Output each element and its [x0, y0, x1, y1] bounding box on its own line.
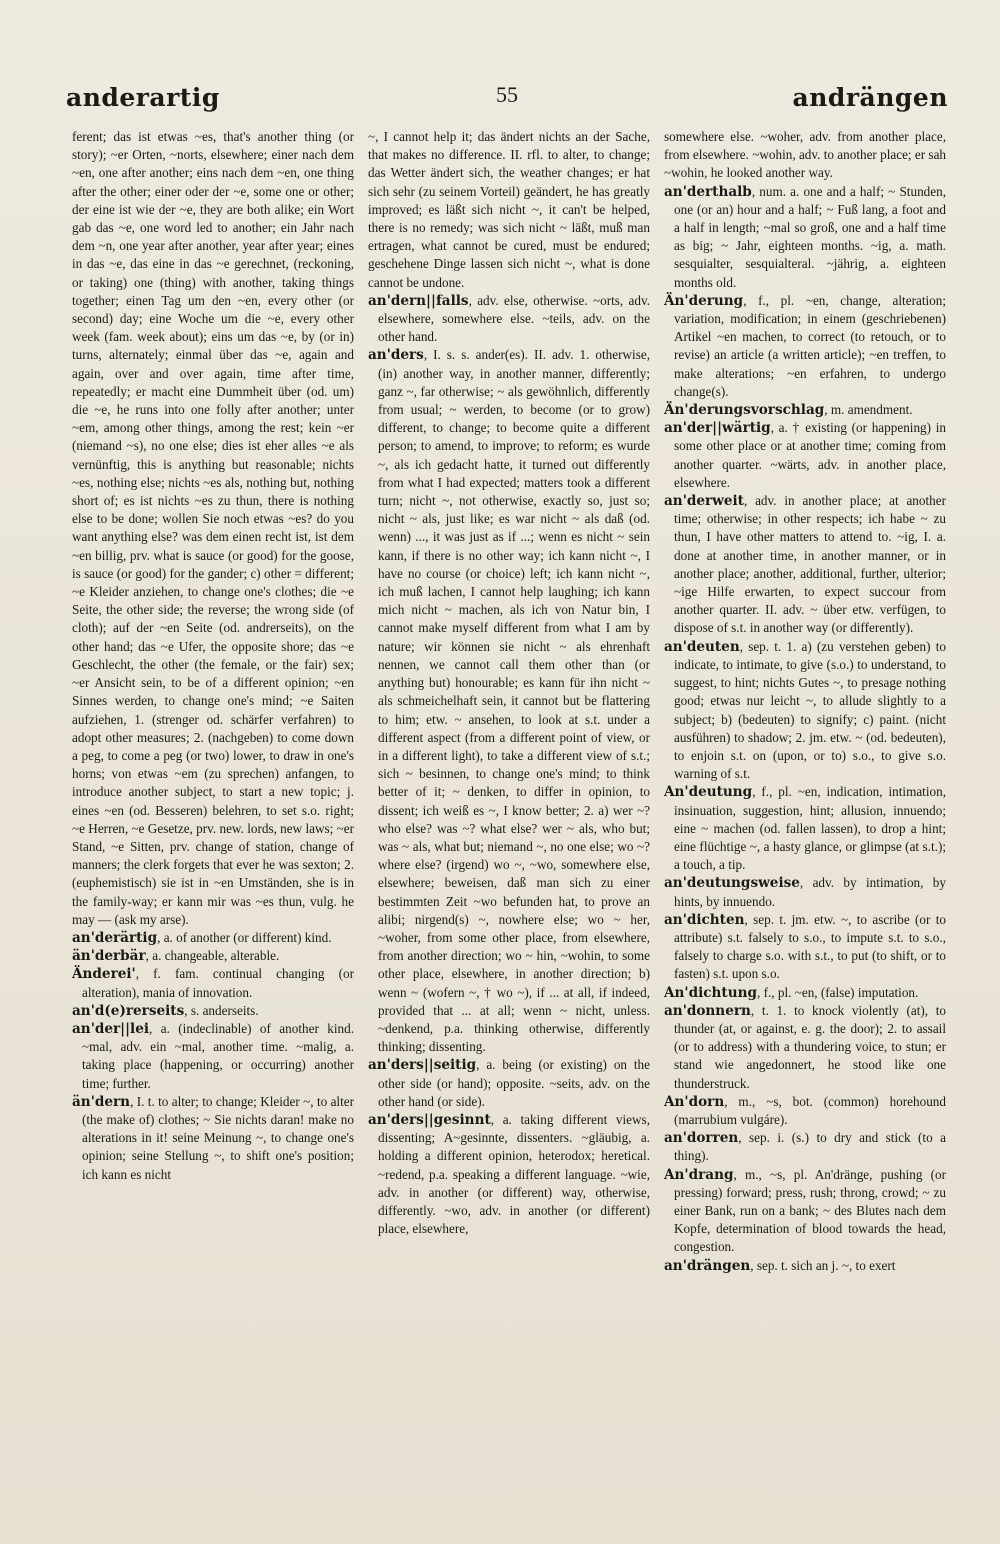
dictionary-entry: an'ders||seitig, a. being (or existing) on the other side (or hand); opposite. ~seits, adv. on the other hand (or side).: [368, 1057, 650, 1109]
column-left: [72, 128, 354, 1458]
dictionary-entry: Än'derungsvorschlag, m. amendment.: [664, 402, 913, 419]
text-columns: [72, 128, 948, 1458]
dictionary-entry: an'd(e)rerseits, s. anderseits.: [72, 1002, 259, 1019]
right-running-headword: andrängen: [792, 83, 948, 112]
dictionary-entry: An'dichtung, f., pl. ~en, (false) imputation.: [664, 984, 919, 1001]
page-number: 55: [496, 82, 518, 107]
dictionary-entry: An'dorn, m., ~s, bot. (common) horehound (marrubium vulgáre).: [664, 1093, 946, 1127]
column-right: [664, 128, 946, 1458]
dictionary-entry: an'der||lei, a. (indeclinable) of another kind. ~mal, adv. ein ~mal, another time. ~malig, a. taking place (happening, or occurring) another time; further.: [72, 1020, 354, 1091]
dictionary-entry: an'derärtig, a. of another (or different) kind.: [72, 929, 332, 946]
dictionary-entry: an'dichten, sep. t. jm. etw. ~, to ascribe (or to attribute) s.t. falsely to s.o., to impute s.t. to s.o., falsely to charge s.o. with s.t., to put (to shift, or to fasten) s.t. upon s.o.: [664, 911, 946, 982]
dictionary-entry: an'ders, I. s. s. ander(es). II. adv. 1. otherwise, (in) another way, in another manner, differently; ganz ~, far otherwise; ~ als gewöhnlich, differently from usual; ~ werden, to become (or to grow) different, to change; to become quite a different person; to amend, to improve; to reform; es wurde ~, als ich gedacht hatte, it turned out differently from what I had expected; matters took a different turn; nicht ~, not otherwise, exactly so, just so; nicht ~ als, just like; es war nicht ~ als daß (od. wenn) ..., it was just as if ...; wenn es nicht ~ sein kann, if there is no other way; ich kann nicht ~, I have no course (or choice) left; ich kann nicht ~, ich muß lachen, I cannot help laughing; ich kann mich nicht ~ machen, als ich von Natur bin, I cannot make myself different from what I am by nature; wir können sie nicht ~ als ehrenhaft nennen, we cannot call them other than (or anything but) honourable; es kann für ihn nicht ~ als schmeichelhaft sein, it cannot but be flattering to him; etw. ~ ansehen, to look at s.t. under a different aspect (from a different point of view, or in a different light), to take a different view of s.t.; sich ~ besinnen, to change one's mind; to think better of it; ~ denken, to differ in opinion, to dissent; ich weiß es ~, I know better; 2. a) wer ~? who else? was ~? what else? wer ~ als, who but; was ~ als, what but; niemand ~, no one else; wo ~? where else? (irgend) wo ~, ~wo, somewhere else, elsewhere; beweisen, daß man sich zu einer bestimmten Zeit ~wo befunden hat, to prove an alibi; nirgend(s) ~, nowhere else; wo ~ her, ~woher, from some other place, from elsewhere, from another direction; wo ~ hin, ~wohin, to some other place, elsewhere, in another direction; b) wenn ~ (wofern ~, † wo ~), if ... at all, if indeed, provided that ... at all; wenn ~ nicht, unless. ~denkend, p.a. thinking otherwise, differently thinking; dissenting.: [368, 347, 650, 1055]
dictionary-entry: än'dern, I. t. to alter; to change; Kleider ~, to alter (the make of) clothes; ~ Sie nichts daran! make no alterations in it! seine Meinung ~, to change one's opinion; seine Stellung ~, to shift one's position; ich kann es nicht: [72, 1093, 354, 1182]
dictionary-entry: Änderei', f. fam. continual changing (or alteration), mania of innovation.: [72, 966, 354, 1000]
dictionary-entry: än'derbär, a. changeable, alterable.: [72, 948, 280, 965]
dictionary-entry: ~, I cannot help it; das ändert nichts an der Sache, that makes no difference. II. rfl. to alter, to change; das Wetter ändert sich, the weather changes; er hat sich sehr (zu seinem Vorteil) geändert, he has greatly improved; es läßt sich nicht ~, it can't be helped, there is no remedy; was sich nicht ~ läßt, muß man ertragen, what cannot be cured, must be endured; geschehene Dinge lassen sich nicht ~, what is done cannot be undone.: [368, 129, 650, 290]
dictionary-entry: an'derthalb, num. a. one and a half; ~ Stunden, one (or an) hour and a half; ~ Fuß lang, a foot and a half in length; ~mal so groß, one and a half time as big; ~ Jahr, eighteen months. ~ig, a. math. sesquialter, sesquialteral. ~jährig, a. eighteen months old.: [664, 183, 946, 290]
page-header: [66, 72, 948, 112]
dictionary-entry: An'drang, m., ~s, pl. An'dränge, pushing (or pressing) forward; press, rush; throng, crowd; ~ zu einer Bank, run on a bank; ~ des Blutes nach dem Kopfe, determination of blood towards the head, congestion.: [664, 1166, 946, 1255]
dictionary-entry: somewhere else. ~woher, adv. from another place, from elsewhere. ~wohin, adv. to another place; er sah ~wohin, he looked another way.: [664, 129, 946, 181]
dictionary-entry: an'der||wärtig, a. † existing (or happening) in some other place or at another time; coming from another quarter. ~wärts, adv. in another place, elsewhere.: [664, 420, 946, 490]
dictionary-entry: an'derweit, adv. in another place; at another time; otherwise; in other respects; ich habe ~ zu thun, I have other matters to attend to. ~ig, I. a. done at another time, in another manner, or in another place; another, additional, further, ulterior; ~ige Hilfe erwarten, to expect succour from another quarter. II. adv. ~ über etw. verfügen, to dispose of s.t. in another way (or differently).: [664, 493, 946, 636]
dictionary-entry: An'deutung, f., pl. ~en, indication, intimation, insinuation, suggestion, hint; allusion, innuendo; eine ~ machen (od. fallen lassen), to drop a hint; eine flüchtige ~, a hasty glance, or glimpse (at s.t.); a touch, a tip.: [664, 784, 946, 873]
dictionary-entry: an'deutungsweise, adv. by intimation, by hints, by innuendo.: [664, 875, 946, 909]
column-middle: [368, 128, 650, 1458]
left-running-headword: anderartig: [66, 83, 220, 112]
dictionary-entry: an'drängen, sep. t. sich an j. ~, to exert: [664, 1257, 896, 1274]
dictionary-entry: an'deuten, sep. t. 1. a) (zu verstehen geben) to indicate, to intimate, to give (s.o.) to understand, to suggest, to hint; nichts Gutes ~, to presage nothing good; etwas nur leicht ~, to allude slightly to a subject; b) (bedeuten) to signify; c) paint. (nicht ausführen) to shadow; 2. jm. etw. ~ (od. bedeuten), to enjoin s.t. on (upon, or to) s.o., to give s.o. warning of s.t.: [664, 638, 946, 782]
dictionary-entry: an'dorren, sep. i. (s.) to dry and stick (to a thing).: [664, 1130, 946, 1164]
dictionary-entry: ferent; das ist etwas ~es, that's another thing (or story); ~er Orten, ~norts, elsewhere; einer nach dem ~en, one after another; eins nach dem ~en, one thing after the other; einer oder der ~e, some one or other; der eine ist wie der ~e, they are both alike; ein Wort gab das ~e, one word led to another; ein Jahr nach dem ~n, one year after another, year after year; eines in das ~e, das eine in das ~e gerechnet, (reckoning, or taking) one (thing) with another, taking things together; einen Tag um den ~en, every other (or second) day; eine Woche um die ~e, every other week (fam. week about); eins um das ~e, by (or in) turns, alternately; einmal über das ~e, again and again, over and over again, time after time, repeatedly; er macht eine Dummheit über (od. um) die ~e, he runs into one folly after another; unter ~em, among other things, among the rest; kein ~er (niemand ~s), no one else; dies ist eher alles ~e als vernünftig, this is anything but reasonable; nichts ~es, nothing else; nichts ~es als, nothing but, nothing short of; es ist nichts ~es zu thun, there is nothing else to be done; wollen Sie noch etwas ~es? do you want anything else? was dem einen recht ist, ist dem ~en billig, prv. what is sauce (or good) for the goose, is sauce (or good) for the gander; c) other = different; ~e Kleider anziehen, to change one's clothes; die ~e Seite, the other side; the reverse; the wrong side (of cloth); auf der ~en Seite (od. andrerseits), on the other hand; das ~e Ufer, the opposite shore; das ~e Geschlecht, the other (the female, or the fair) sex; ~er Ansicht sein, to be of a different opinion; ~en Sinnes werden, to change one's mind; ~e Saiten aufziehen, 1. (strenger od. schärfer verfahren) to adopt other measures; 2. (nachgeben) to come down a peg, to come a peg (or two) lower, to draw in one's horns; von etwas ~em (zu sprechen) anfangen, to introduce another subject, to start a new topic; j. eines ~en (od. Besseren) belehren, to set s.o. right; ~e Herren, ~e Gesetze, prv. new. lords, new laws; ~er Stand, ~e Sitten, prv. change of station, change of manners; the clerk forgets that ever he was sexton; 2. (euphemistisch) sie ist in ~en Umständen, she is in the family-way; er kann mir was ~es thun, vulg. he may — (ask my arse).: [72, 129, 354, 927]
dictionary-entry: an'donnern, t. 1. to knock violently (at), to thunder (at, or against, e. g. the door); 2. to assail (or to address) with a thundering voice, to stun; er stand wie angedonnert, he stood like one thunderstruck.: [664, 1002, 946, 1091]
dictionary-entry: Än'derung, f., pl. ~en, change, alteration; variation, modification; in einem (geschriebenen) Artikel ~en machen, to correct (to retouch, or to revise) an article (a written article); ~en treffen, to make alterations; ~en erfahren, to undergo change(s).: [664, 292, 946, 399]
dictionary-entry: an'dern||falls, adv. else, otherwise. ~orts, adv. elsewhere, somewhere else. ~teils, adv. on the other hand.: [368, 292, 650, 345]
dictionary-entry: an'ders||gesinnt, a. taking different views, dissenting; A~gesinnte, dissenters. ~gläubig, a. holding a different opinion, heterodox; heretical. ~redend, p.a. speaking a different language. ~wie, adv. in another (or different) way, otherwise, differently. ~wo, adv. in another (or different) place, elsewhere,: [368, 1111, 650, 1237]
